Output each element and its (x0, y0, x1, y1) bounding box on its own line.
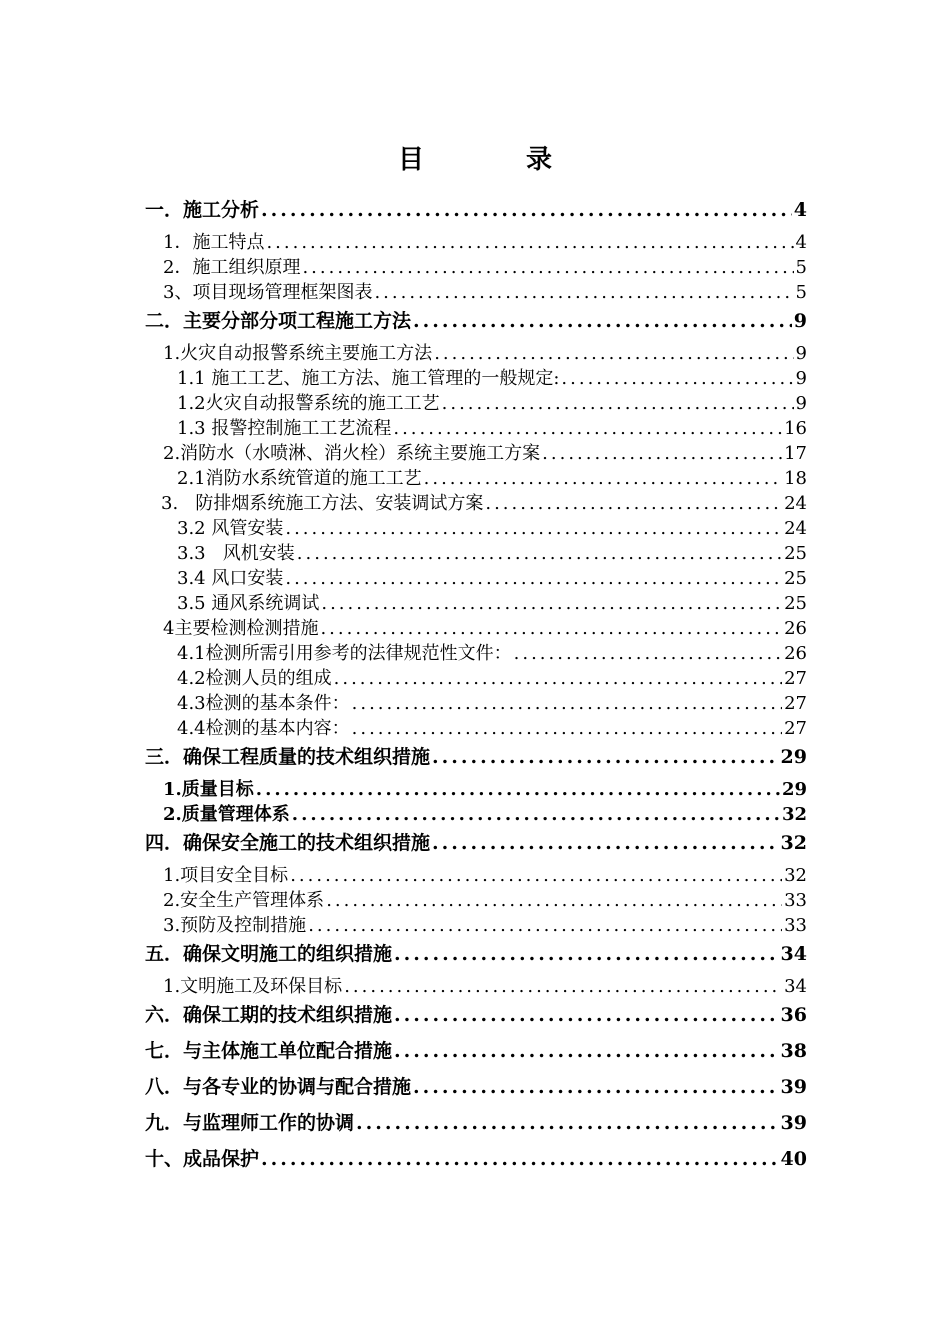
toc-entry-page-number: 16 (784, 418, 807, 439)
toc-entry[interactable] (145, 974, 807, 999)
toc-leader-dots (308, 913, 782, 938)
toc-entry-page-number: 27 (784, 718, 807, 739)
toc-entry-label: 五．确保文明施工的组织措施 (145, 943, 393, 965)
toc-leader-dots (334, 666, 782, 691)
toc-entry-page-number: 4 (795, 232, 807, 253)
toc-entry-label: 1.3 报警控制施工工艺流程 (177, 418, 392, 439)
toc-entry-page-number: 25 (784, 568, 807, 589)
toc-entry-page-number: 25 (784, 593, 807, 614)
toc-leader-dots (432, 743, 779, 771)
toc-leader-dots (290, 863, 782, 888)
toc-entry[interactable] (145, 999, 807, 1035)
toc-entry-page-number: 5 (795, 257, 807, 278)
toc-entry[interactable] (145, 366, 807, 391)
toc-entry-label: 3.2 风管安装 (177, 518, 284, 539)
toc-entry[interactable] (145, 591, 807, 616)
toc-leader-dots (344, 974, 782, 999)
toc-entry[interactable] (145, 641, 807, 666)
toc-entry-page-number: 39 (780, 1112, 807, 1134)
toc-leader-dots (442, 391, 794, 416)
toc-leader-dots (394, 940, 779, 968)
toc-entry-page-number: 29 (780, 746, 807, 768)
toc-entry-page-number: 32 (781, 804, 807, 825)
toc-entry-page-number: 29 (781, 779, 807, 800)
toc-entry[interactable] (145, 802, 807, 827)
toc-leader-dots (542, 441, 782, 466)
toc-entry-page-number: 27 (784, 693, 807, 714)
toc-entry-label: 六．确保工期的技术组织措施 (145, 1004, 393, 1026)
toc-entry-page-number: 9 (795, 368, 807, 389)
toc-entry-page-number: 39 (780, 1076, 807, 1098)
toc-entry[interactable] (145, 716, 807, 741)
toc-leader-dots (432, 829, 779, 857)
toc-entry[interactable] (145, 341, 807, 366)
toc-entry-page-number: 25 (784, 543, 807, 564)
toc-entry-label: 四．确保安全施工的技术组织措施 (145, 832, 431, 854)
toc-entry-page-number: 9 (795, 343, 807, 364)
toc-entry[interactable] (145, 1071, 807, 1107)
toc-entry[interactable] (145, 691, 807, 716)
toc-leader-dots (413, 307, 792, 335)
toc-leader-dots (261, 1145, 779, 1173)
toc-entry-label: 2.1消防水系统管道的施工工艺 (177, 468, 422, 489)
toc-entry[interactable] (145, 516, 807, 541)
toc-entry-page-number: 9 (793, 310, 807, 332)
toc-leader-dots (321, 591, 782, 616)
toc-leader-dots (297, 541, 782, 566)
toc-entry-page-number: 34 (784, 976, 807, 997)
toc-entry-label: 十、成品保护 (145, 1148, 260, 1170)
toc-leader-dots (285, 516, 782, 541)
toc-leader-dots (434, 341, 793, 366)
toc-entry-page-number: 32 (784, 865, 807, 886)
toc-entry-label: 二．主要分部分项工程施工方法 (145, 310, 412, 332)
toc-entry-label: 3. 防排烟系统施工方法、安装调试方案 (161, 493, 484, 514)
toc-entry[interactable] (145, 1035, 807, 1071)
toc-entry-label: 一．施工分析 (145, 199, 260, 221)
toc-entry-label: 1.火灾自动报警系统主要施工方法 (163, 343, 433, 364)
toc-entry[interactable] (145, 913, 807, 938)
toc-leader-dots (352, 716, 782, 741)
toc-entry[interactable] (145, 1107, 807, 1143)
toc-leader-dots (514, 641, 782, 666)
toc-entry-label: 三．确保工程质量的技术组织措施 (145, 746, 431, 768)
toc-leader-dots (285, 566, 782, 591)
toc-entry[interactable] (145, 305, 807, 341)
toc-entry-label: 1.质量目标 (163, 779, 254, 800)
toc-entry-label: 2.安全生产管理体系 (163, 890, 325, 911)
toc-entry-page-number: 17 (784, 443, 807, 464)
toc-entry[interactable] (145, 280, 807, 305)
toc-entry-label: 1.项目安全目标 (163, 865, 289, 886)
toc-entry-label: 4主要检测检测措施 (163, 618, 319, 639)
toc-leader-dots (424, 466, 782, 491)
toc-entry-label: 3.预防及控制措施 (163, 915, 307, 936)
toc-leader-dots (485, 491, 782, 516)
toc-entry-page-number: 26 (784, 643, 807, 664)
toc-entry-label: 4.3检测的基本条件： (177, 693, 350, 714)
toc-entry-page-number: 24 (784, 493, 807, 514)
toc-entry[interactable] (145, 441, 807, 466)
toc-entry-label: 2.质量管理体系 (163, 804, 290, 825)
toc-entry-label: 2．施工组织原理 (163, 257, 301, 278)
toc-entry-label: 3.5 通风系统调试 (177, 593, 320, 614)
toc-entry-page-number: 9 (795, 393, 807, 414)
toc-leader-dots (394, 1001, 779, 1029)
toc-leader-dots (302, 255, 793, 280)
toc-leader-dots (374, 280, 793, 305)
toc-leader-dots (261, 196, 792, 224)
toc-entry-label: 3.4 风口安装 (177, 568, 284, 589)
toc-entry[interactable] (145, 666, 807, 691)
toc-entry-page-number: 38 (780, 1040, 807, 1062)
toc-entry-page-number: 36 (780, 1004, 807, 1026)
toc-entry-page-number: 4 (793, 199, 807, 221)
toc-leader-dots (256, 777, 780, 802)
toc-leader-dots (320, 616, 782, 641)
toc-leader-dots (413, 1073, 779, 1101)
toc-entry[interactable] (145, 194, 807, 230)
toc-entry-page-number: 33 (784, 915, 807, 936)
toc-entry-page-number: 33 (784, 890, 807, 911)
toc-entry-page-number: 5 (795, 282, 807, 303)
table-of-contents (145, 194, 807, 1179)
toc-entry-page-number: 18 (784, 468, 807, 489)
toc-leader-dots (561, 366, 793, 391)
toc-entry-page-number: 27 (784, 668, 807, 689)
toc-leader-dots (292, 802, 780, 827)
toc-entry-label: 1．施工特点 (163, 232, 265, 253)
toc-leader-dots (356, 1109, 779, 1137)
toc-entry-page-number: 40 (780, 1148, 807, 1170)
toc-entry[interactable] (145, 888, 807, 913)
toc-entry[interactable] (145, 466, 807, 491)
toc-entry-label: 2.消防水（水喷淋、消火栓）系统主要施工方案 (163, 443, 541, 464)
toc-entry-label: 九．与监理师工作的协调 (145, 1112, 355, 1134)
toc-entry[interactable] (145, 391, 807, 416)
toc-entry[interactable] (145, 566, 807, 591)
toc-entry[interactable] (145, 541, 807, 566)
toc-entry-label: 3.3 风机安装 (177, 543, 295, 564)
toc-title: 目 录 (397, 145, 590, 175)
toc-entry[interactable] (145, 863, 807, 888)
toc-entry[interactable] (145, 741, 807, 777)
toc-entry[interactable] (145, 616, 807, 641)
toc-entry-page-number: 24 (784, 518, 807, 539)
toc-leader-dots (393, 416, 782, 441)
toc-entry[interactable] (145, 777, 807, 802)
toc-entry-label: 4.4检测的基本内容： (177, 718, 350, 739)
toc-leader-dots (352, 691, 782, 716)
toc-entry-label: 4.2检测人员的组成 (177, 668, 332, 689)
toc-entry-page-number: 26 (784, 618, 807, 639)
toc-entry-label: 八．与各专业的协调与配合措施 (145, 1076, 412, 1098)
toc-entry[interactable] (145, 230, 807, 255)
toc-entry[interactable] (145, 416, 807, 441)
toc-leader-dots (266, 230, 793, 255)
toc-entry[interactable] (145, 827, 807, 863)
toc-entry-label: 3、项目现场管理框架图表 (163, 282, 373, 303)
toc-entry-page-number: 34 (780, 943, 807, 965)
toc-entry[interactable] (145, 1143, 807, 1179)
toc-entry-label: 1.2火灾自动报警系统的施工工艺 (177, 393, 440, 414)
toc-entry-page-number: 32 (780, 832, 807, 854)
toc-entry-label: 1.1 施工工艺、施工方法、施工管理的一般规定: (177, 368, 560, 389)
toc-entry-label: 七．与主体施工单位配合措施 (145, 1040, 393, 1062)
toc-entry[interactable] (145, 255, 807, 280)
toc-entry[interactable] (145, 491, 807, 516)
toc-entry-label: 4.1检测所需引用参考的法律规范性文件： (177, 643, 512, 664)
toc-entry-label: 1.文明施工及环保目标 (163, 976, 343, 997)
toc-entry[interactable] (145, 938, 807, 974)
toc-leader-dots (326, 888, 782, 913)
toc-leader-dots (394, 1037, 779, 1065)
